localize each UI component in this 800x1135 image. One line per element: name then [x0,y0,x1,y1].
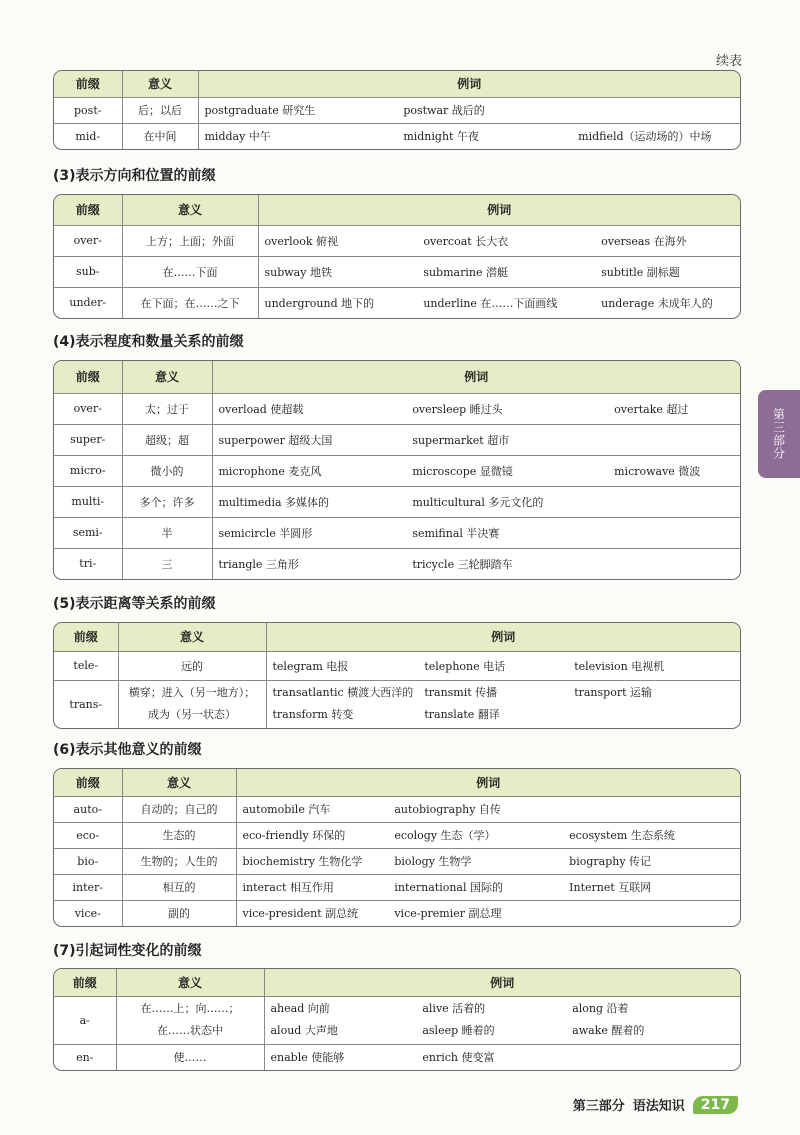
meaning-text: 上方；上面；外面 [146,234,234,248]
example-word: translate 翻译 [424,708,500,722]
meaning-text: 副的 [168,907,190,921]
example-word: multicultural 多元文化的 [412,495,544,509]
example-word: vice-premier 副总理 [394,907,502,921]
prefix-table [53,768,741,927]
meaning-cell [122,225,258,256]
example-word: oversleep 睡过头 [412,402,503,416]
example-word: subtitle 副标题 [601,265,680,279]
example-word: overlook 俯视 [264,234,339,248]
example-word: underground 地下的 [264,296,375,310]
example-word: international 国际的 [394,881,503,894]
prefix-cell: bio- [54,848,122,874]
example-word: tricycle 三轮脚踏车 [412,557,513,571]
table-row [54,424,740,455]
meaning-cell [122,424,212,455]
meaning-text: 微小的 [150,464,184,478]
header-prefix: 前缀 [54,769,122,796]
example-word: triangle 三角形 [218,557,299,571]
prefix-cell: tri- [54,548,122,579]
examples-cell [212,486,740,517]
examples-cell [258,256,740,287]
example-word: supermarket 超市 [412,433,510,447]
meaning-text: 在……状态中 [157,1024,223,1037]
meaning-cell [122,548,212,579]
example-word: autobiography 自传 [394,803,501,816]
table-row [54,97,740,123]
examples-cell [236,822,740,848]
header-examples: 例词 [264,969,740,996]
meaning-cell [118,680,266,728]
header-prefix: 前缀 [54,361,122,393]
example-word: microphone 麦克风 [218,464,322,478]
prefix-table [53,194,741,319]
prefix-cell: tele- [54,651,118,680]
table-row [54,517,740,548]
example-word: midnight 午夜 [403,130,479,144]
prefix-cell: micro- [54,455,122,486]
examples-cell [264,996,740,1044]
header-meaning: 意义 [122,361,212,393]
meaning-cell [122,256,258,287]
example-word: postwar 战后的 [403,104,485,117]
example-word: ecology 生态（学） [394,829,496,842]
prefix-table [53,622,741,729]
meaning-cell [122,822,236,848]
examples-cell [212,424,740,455]
prefix-cell: multi- [54,486,122,517]
header-meaning: 意义 [116,969,264,996]
examples-cell [258,287,740,318]
meaning-text: 成为（另一状态） [148,708,236,722]
prefix-cell: semi- [54,517,122,548]
example-word: underline 在……下面画线 [423,296,558,310]
prefix-cell: post- [54,97,122,123]
header-examples: 例词 [236,769,740,796]
meaning-text: 太；过于 [145,402,189,416]
prefix-table [53,968,741,1071]
meaning-cell [122,796,236,822]
example-word: biology 生物学 [394,855,472,868]
examples-cell [236,848,740,874]
prefix-cell: super- [54,424,122,455]
section-heading: (7)引起词性变化的前缀 [53,943,202,959]
example-word: telephone 电话 [424,659,506,673]
table-row [54,1044,740,1070]
example-word: interact 相互作用 [242,881,334,894]
meaning-cell [122,393,212,424]
example-word: superpower 超级大国 [218,433,333,447]
meaning-text: 在下面；在……之下 [140,296,240,310]
examples-cell [236,796,740,822]
table-row [54,287,740,318]
examples-cell [212,548,740,579]
table-row [54,996,740,1044]
meaning-text: 在……下面 [162,265,218,279]
examples-cell [212,517,740,548]
example-word: transport 运输 [574,686,652,700]
meaning-text: 相互的 [162,881,196,894]
prefix-cell: auto- [54,796,122,822]
meaning-cell [122,123,198,149]
prefix-table [53,70,741,150]
meaning-text: 远的 [181,659,203,673]
footer-title: 语法知识 [632,1099,685,1114]
meaning-text: 超级；超 [145,433,189,447]
example-word: automobile 汽车 [242,803,331,816]
table-row [54,848,740,874]
meaning-cell [122,486,212,517]
table-row [54,256,740,287]
table-row [54,393,740,424]
examples-cell [258,225,740,256]
header-prefix: 前缀 [54,71,122,97]
example-word: alive 活着的 [422,1002,486,1015]
example-word: telegram 电报 [272,659,349,673]
meaning-cell [122,287,258,318]
header-meaning: 意义 [122,71,198,97]
example-word: awake 醒着的 [572,1024,645,1037]
example-word: overcoat 长大衣 [423,234,509,248]
meaning-text: 后；以后 [138,104,182,117]
example-word: midfield（运动场的）中场 [578,130,712,144]
example-word: midday 中午 [204,130,271,144]
examples-cell [236,874,740,900]
meaning-cell [118,651,266,680]
header-prefix: 前缀 [54,969,116,996]
table-row [54,680,740,728]
example-word: subway 地铁 [264,265,332,279]
examples-cell [198,97,740,123]
example-word: underage 未成年人的 [601,296,713,310]
table-row [54,651,740,680]
meaning-cell [122,97,198,123]
example-word: transmit 传播 [424,686,498,700]
meaning-text: 使…… [173,1051,207,1065]
prefix-cell: over- [54,225,122,256]
prefix-cell: inter- [54,874,122,900]
example-word: postgraduate 研究生 [204,104,316,117]
page-number: 217 [693,1096,738,1114]
prefix-cell: trans- [54,680,118,728]
header-examples: 例词 [212,361,740,393]
examples-cell [236,900,740,926]
examples-cell [266,651,740,680]
meaning-cell [122,848,236,874]
table-row [54,796,740,822]
header-prefix: 前缀 [54,195,122,225]
header-meaning: 意义 [118,623,266,651]
example-word: biography 传记 [569,855,652,868]
example-word: overseas 在海外 [601,234,687,248]
example-word: microwave 微波 [614,464,701,478]
meaning-cell [122,517,212,548]
example-word: ahead 向前 [270,1002,330,1015]
prefix-cell: under- [54,287,122,318]
example-word: eco-friendly 环保的 [242,829,346,842]
table-row [54,900,740,926]
table-row [54,548,740,579]
example-word: television 电视机 [574,659,665,673]
example-word: enable 使能够 [270,1051,345,1065]
section-heading: (3)表示方向和位置的前缀 [53,168,216,184]
example-word: submarine 潜艇 [423,265,508,279]
example-word: multimedia 多媒体的 [218,495,330,509]
prefix-cell: en- [54,1044,116,1070]
example-word: aloud 大声地 [270,1024,338,1037]
footer-part: 第三部分 [572,1099,625,1114]
meaning-text: 自动的；自己的 [140,803,218,816]
examples-cell [212,455,740,486]
example-word: vice-president 副总统 [242,907,359,921]
examples-cell [212,393,740,424]
header-meaning: 意义 [122,769,236,796]
meaning-text: 多个；许多 [139,495,195,509]
meaning-cell [116,1044,264,1070]
section-heading: (5)表示距离等关系的前缀 [53,596,216,612]
meaning-text: 横穿；进入（另一地方）； [128,686,256,700]
header-examples: 例词 [198,71,740,97]
prefix-table [53,360,741,580]
prefix-cell: mid- [54,123,122,149]
header-examples: 例词 [266,623,740,651]
continued-label: 续表 [715,54,742,69]
table-row [54,455,740,486]
examples-cell [198,123,740,149]
example-word: transatlantic 横渡大西洋的 [272,686,414,700]
meaning-text: 生物的；人生的 [140,855,218,868]
example-word: semicircle 半圆形 [218,526,313,540]
prefix-cell: vice- [54,900,122,926]
meaning-text: 在中间 [143,130,177,144]
example-word: semifinal 半决赛 [412,526,500,540]
meaning-cell [116,996,264,1044]
section-heading: (4)表示程度和数量关系的前缀 [53,334,244,350]
example-word: overtake 超过 [614,402,689,416]
example-word: along 沿着 [572,1002,629,1015]
example-word: biochemistry 生物化学 [242,855,363,868]
table-row [54,486,740,517]
example-word: transform 转变 [272,708,354,722]
meaning-cell [122,874,236,900]
table-row [54,225,740,256]
example-word: enrich 使变富 [422,1051,495,1065]
section-heading: (6)表示其他意义的前缀 [53,742,202,758]
prefix-cell: a- [54,996,116,1044]
examples-cell [264,1044,740,1070]
meaning-cell [122,900,236,926]
example-word: overload 使超载 [218,402,304,416]
meaning-text: 半 [161,526,173,540]
examples-cell [266,680,740,728]
example-word: ecosystem 生态系统 [569,829,675,842]
meaning-text: 三 [161,557,173,571]
meaning-text: 在……上；向……； [140,1002,240,1015]
prefix-cell: sub- [54,256,122,287]
table-row [54,822,740,848]
example-word: Internet 互联网 [569,881,652,894]
example-word: microscope 显微镜 [412,464,513,478]
prefix-cell: eco- [54,822,122,848]
table-row [54,123,740,149]
example-word: asleep 睡着的 [422,1024,495,1037]
page-footer [573,1095,738,1114]
table-row [54,874,740,900]
meaning-cell [122,455,212,486]
header-examples: 例词 [258,195,740,225]
header-prefix: 前缀 [54,623,118,651]
header-meaning: 意义 [122,195,258,225]
prefix-cell: over- [54,393,122,424]
meaning-text: 生态的 [162,829,196,842]
section-side-tab[interactable]: 第三部分 [758,390,800,478]
